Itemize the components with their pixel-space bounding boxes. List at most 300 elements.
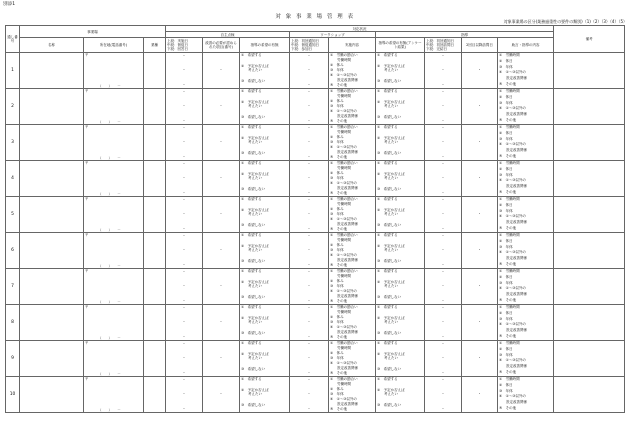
ws-date-cell[interactable] (290, 305, 329, 341)
shido-wish-cell[interactable] (376, 269, 425, 305)
jishu-option-item: ③ 希望しない (241, 223, 266, 227)
shido-option-item: ④ ①〜③以外の (499, 358, 526, 363)
ws-date-cell[interactable] (290, 53, 329, 89)
ws-option-item: ③ 年休 (330, 68, 344, 72)
jishu-guidance-cell[interactable] (240, 269, 290, 305)
ws-option-item: ② 休み (330, 135, 344, 139)
wish-option-item: ① 希望する (377, 341, 398, 345)
jishu-date-cell[interactable] (166, 269, 203, 305)
shido-option-item: ① 労働時間 (499, 377, 520, 381)
ws-date-cell[interactable] (290, 125, 329, 161)
shido-date-dot-bottom: ・ (441, 334, 445, 339)
shido-2nd-dot: ・ (477, 355, 482, 360)
jishu-need-cell[interactable] (203, 377, 240, 413)
ws-date-cell[interactable] (290, 89, 329, 125)
shido-wish-cell[interactable] (376, 377, 425, 413)
shido-date-cell[interactable] (425, 269, 462, 305)
shido-option-item: ① 労働時間 (499, 197, 520, 201)
industry-cell[interactable] (144, 233, 166, 269)
ws-date-cell[interactable] (290, 377, 329, 413)
wish-option-item: 考えたい (377, 284, 398, 288)
address-cell[interactable] (84, 377, 144, 413)
jishu-need-cell[interactable] (203, 161, 240, 197)
jishu-option-item: ② 予定か否えば (241, 100, 269, 104)
wish-option (376, 269, 424, 299)
tel-placeholder: （ ） － (98, 228, 121, 232)
shido-2nd-cell[interactable] (462, 233, 498, 269)
industry-cell[interactable] (144, 161, 166, 197)
jishu-need-cell[interactable] (203, 53, 240, 89)
ws-date-dot-mid: ・ (307, 211, 311, 216)
industry-cell[interactable] (144, 269, 166, 305)
ws-option-item: 労働時間 (330, 346, 351, 350)
jishu-date-cell[interactable] (166, 161, 203, 197)
row-number: 10 (6, 377, 20, 413)
ws-option-item: ① 労働の節合い (330, 269, 358, 273)
wish-option-item: 考えたい (377, 212, 398, 216)
jishu-need-cell[interactable] (203, 341, 240, 377)
jishu-option (240, 305, 289, 335)
ws-option-item: 労働時間 (330, 310, 351, 314)
shido-2nd-dot: ・ (477, 67, 482, 72)
ws-content-cell[interactable] (329, 89, 376, 125)
jishu-date-dot-mid: ・ (182, 247, 186, 252)
shido-option-item: 設定改善関係 (499, 292, 527, 297)
ws-content-cell[interactable] (329, 233, 376, 269)
ws-date-dot-top: ・ (307, 377, 311, 382)
jishu-date-cell[interactable] (166, 377, 203, 413)
jishu-date-dot-top: ・ (182, 233, 186, 238)
shido-option (498, 269, 553, 304)
remarks-cell[interactable] (554, 377, 625, 413)
shido-wish-cell[interactable] (376, 305, 425, 341)
ws-option-item: 労働時間 (330, 130, 351, 134)
ws-option-item: ③ 年休 (330, 284, 344, 288)
ws-option (329, 377, 375, 412)
shido-option-item: ⑤ その他 (499, 225, 517, 230)
ws-option (329, 89, 375, 124)
ws-date-dot-bottom: ・ (307, 406, 311, 411)
shido-option-item: ② 休日 (499, 166, 513, 171)
name-cell[interactable] (20, 125, 84, 161)
address-cell[interactable] (84, 341, 144, 377)
ws-content-cell[interactable] (329, 341, 376, 377)
shido-option-item: ① 労働時間 (499, 269, 520, 273)
shido-wish-cell[interactable] (376, 53, 425, 89)
ws-option-item: ③ 年休 (330, 248, 344, 252)
jishu-date-cell[interactable] (166, 305, 203, 341)
jishu-date-dot-mid: ・ (182, 283, 186, 288)
jishu-guidance-cell[interactable] (240, 89, 290, 125)
jishu-option-item: ② 予定か否えば (241, 172, 269, 176)
ws-option-item: ② 休み (330, 279, 344, 283)
jishu-date-cell[interactable] (166, 197, 203, 233)
shido-2nd-cell[interactable] (462, 269, 498, 305)
jishu-date-cell[interactable] (166, 89, 203, 125)
jishu-date-dot-top: ・ (182, 269, 186, 274)
header-jishu: 自主点検 (166, 32, 290, 38)
jishu-option (240, 53, 289, 83)
shido-option-item: ③ 年休 (499, 172, 513, 177)
shido-content-cell[interactable] (498, 197, 554, 233)
industry-cell[interactable] (144, 125, 166, 161)
jishu-option-item: ② 予定か否えば (241, 208, 269, 212)
remarks-cell[interactable] (554, 197, 625, 233)
jishu-date-dot-bottom: ・ (182, 370, 186, 375)
jishu-date-dot-mid: ・ (182, 319, 186, 324)
address-cell[interactable] (84, 305, 144, 341)
shido-option (498, 89, 553, 124)
jishu-option-item: ① 希望する (241, 269, 262, 273)
ws-option-item: ④ ①〜③以外の (330, 181, 357, 185)
shido-2nd-dot: ・ (477, 391, 482, 396)
jishu-date-cell[interactable] (166, 233, 203, 269)
shido-option-item: ③ 年休 (499, 208, 513, 213)
remarks-cell[interactable] (554, 89, 625, 125)
wish-option-item: ① 希望する (377, 377, 398, 381)
wish-option-item: ② 予定か否えば (377, 388, 405, 392)
shido-wish-cell[interactable] (376, 341, 425, 377)
shido-option-item: ④ ①〜③以外の (499, 250, 526, 255)
address-cell[interactable] (84, 161, 144, 197)
address-cell[interactable] (84, 233, 144, 269)
ws-date-cell[interactable] (290, 233, 329, 269)
shido-2nd-cell[interactable] (462, 341, 498, 377)
address-cell[interactable] (84, 125, 144, 161)
table-row (6, 125, 625, 161)
shido-option-item: ⑤ その他 (499, 153, 517, 158)
ws-date-dot-bottom: ・ (307, 154, 311, 159)
ws-option-item: ⑤ その他 (330, 155, 348, 159)
ws-option-item: 設定改善関係 (330, 402, 358, 406)
shido-date-dot-top: ・ (441, 305, 445, 310)
ws-option-item: ④ ①〜③以外の (330, 109, 357, 113)
shido-content-cell[interactable] (498, 125, 554, 161)
jishu-option-item: ① 希望する (241, 161, 262, 165)
shido-date-cell[interactable] (425, 89, 462, 125)
shido-option-item: ④ ①〜③以外の (499, 142, 526, 147)
jishu-option-item: ② 予定か否えば (241, 388, 269, 392)
jishu-guidance-cell[interactable] (240, 197, 290, 233)
wish-option-item: ③ 希望しない (377, 295, 402, 299)
ws-date-dot-bottom: ・ (307, 262, 311, 267)
tel-placeholder: （ ） － (98, 192, 121, 196)
shido-date-cell[interactable] (425, 377, 462, 413)
ws-option-item: 労働時間 (330, 166, 351, 170)
jishu-need-cell[interactable] (203, 233, 240, 269)
jishu-option-item: ① 希望する (241, 89, 262, 93)
remarks-cell[interactable] (554, 233, 625, 269)
wish-option (376, 341, 424, 371)
shido-option-item: ④ ①〜③以外の (499, 322, 526, 327)
wish-option-item: ③ 希望しない (377, 187, 402, 191)
shido-date-cell[interactable] (425, 341, 462, 377)
ws-content-cell[interactable] (329, 305, 376, 341)
shido-content-cell[interactable] (498, 341, 554, 377)
shido-wish-cell[interactable] (376, 233, 425, 269)
shido-option-item: 設定改善関係 (499, 256, 527, 261)
ws-option-item: ④ ①〜③以外の (330, 397, 357, 401)
ws-option-item: ④ ①〜③以外の (330, 73, 357, 77)
shido-date-cell[interactable] (425, 197, 462, 233)
shido-date-dot-mid: ・ (441, 67, 445, 72)
ws-date-cell[interactable] (290, 161, 329, 197)
row-number: 1 (6, 53, 20, 89)
jishu-option-item: 考えたい (241, 392, 262, 396)
ws-option (329, 233, 375, 268)
shido-date-cell[interactable] (425, 53, 462, 89)
wish-option (376, 53, 424, 83)
ws-option-item: ③ 年休 (330, 356, 344, 360)
jishu-need-cell[interactable] (203, 197, 240, 233)
jishu-guidance-cell[interactable] (240, 125, 290, 161)
jishu-need-cell[interactable] (203, 89, 240, 125)
shido-option-item: 設定改善関係 (499, 184, 527, 189)
jishu-option-item: ③ 希望しない (241, 151, 266, 155)
ws-date-cell[interactable] (290, 197, 329, 233)
shido-option-item: ⑤ その他 (499, 297, 517, 302)
jishu-need-cell[interactable] (203, 269, 240, 305)
jishu-option-item: ③ 希望しない (241, 259, 266, 263)
jishu-date-dot-bottom: ・ (182, 154, 186, 159)
address-cell[interactable] (84, 269, 144, 305)
jishu-need-dot: ・ (219, 67, 223, 72)
shido-content-cell[interactable] (498, 161, 554, 197)
ws-content-cell[interactable] (329, 197, 376, 233)
jishu-guidance-cell[interactable] (240, 53, 290, 89)
table-row (6, 161, 625, 197)
jishu-date-cell[interactable] (166, 53, 203, 89)
ws-content-cell[interactable] (329, 53, 376, 89)
ws-option (329, 341, 375, 376)
shido-2nd-cell[interactable] (462, 305, 498, 341)
industry-cell[interactable] (144, 89, 166, 125)
remarks-cell[interactable] (554, 125, 625, 161)
industry-cell[interactable] (144, 341, 166, 377)
address-cell[interactable] (84, 53, 144, 89)
industry-cell[interactable] (144, 377, 166, 413)
name-cell[interactable] (20, 305, 84, 341)
wish-option-item: 考えたい (377, 68, 398, 72)
shido-date-dot-top: ・ (441, 233, 445, 238)
shido-2nd-cell[interactable] (462, 53, 498, 89)
shido-date-dot-top: ・ (441, 377, 445, 382)
jishu-date-cell[interactable] (166, 125, 203, 161)
jishu-date-dot-bottom: ・ (182, 118, 186, 123)
jishu-guidance-cell[interactable] (240, 161, 290, 197)
shido-option-item: ① 労働時間 (499, 161, 520, 165)
postal-mark: 〒 (85, 89, 89, 93)
header-jishu-guidance: 指導の希望の有無 (240, 38, 290, 53)
jishu-date-dot-mid: ・ (182, 67, 186, 72)
jishu-guidance-cell[interactable] (240, 305, 290, 341)
shido-option-item: 設定改善関係 (499, 76, 527, 81)
ws-date-cell[interactable] (290, 341, 329, 377)
ws-date-dot-mid: ・ (307, 355, 311, 360)
ws-option (329, 197, 375, 232)
shido-date-cell[interactable] (425, 125, 462, 161)
jishu-date-dot-top: ・ (182, 197, 186, 202)
shido-option-item: ③ 年休 (499, 388, 513, 393)
shido-2nd-cell[interactable] (462, 377, 498, 413)
wish-option (376, 305, 424, 335)
name-cell[interactable] (20, 377, 84, 413)
shido-wish-cell[interactable] (376, 125, 425, 161)
jishu-option (240, 341, 289, 371)
jishu-option-item: ① 希望する (241, 341, 262, 345)
ws-option-item: ② 休み (330, 171, 344, 175)
name-cell[interactable] (20, 233, 84, 269)
jishu-option-item: ① 希望する (241, 305, 262, 309)
postal-mark: 〒 (85, 377, 89, 381)
shido-option-item: ⑤ その他 (499, 405, 517, 410)
shido-option-item: ② 休日 (499, 58, 513, 63)
name-cell[interactable] (20, 89, 84, 125)
name-cell[interactable] (20, 197, 84, 233)
remarks-cell[interactable] (554, 341, 625, 377)
ws-date-cell[interactable] (290, 269, 329, 305)
shido-option-item: ⑤ その他 (499, 117, 517, 122)
jishu-option-item: 考えたい (241, 320, 262, 324)
shido-content-cell[interactable] (498, 233, 554, 269)
table-row (6, 269, 625, 305)
shido-wish-cell[interactable] (376, 197, 425, 233)
shido-2nd-cell[interactable] (462, 89, 498, 125)
ws-content-cell[interactable] (329, 269, 376, 305)
header-shido-wish: 指導の希望の有無(アンケート結果) (376, 38, 425, 53)
shido-date-dot-mid: ・ (441, 247, 445, 252)
ws-option-item: 設定改善関係 (330, 330, 358, 334)
shido-content-cell[interactable] (498, 53, 554, 89)
shido-date-dot-mid: ・ (441, 103, 445, 108)
ws-option-item: ① 労働の節合い (330, 125, 358, 129)
row-number: 4 (6, 161, 20, 197)
shido-option-item: ④ ①〜③以外の (499, 106, 526, 111)
shido-content-cell[interactable] (498, 269, 554, 305)
postal-mark: 〒 (85, 233, 89, 237)
jishu-need-cell[interactable] (203, 305, 240, 341)
jishu-guidance-cell[interactable] (240, 341, 290, 377)
shido-option (498, 305, 553, 340)
wish-option-item: ② 予定か否えば (377, 316, 405, 320)
shido-option (498, 161, 553, 196)
jishu-date-cell[interactable] (166, 341, 203, 377)
address-cell[interactable] (84, 197, 144, 233)
ws-option-item: ④ ①〜③以外の (330, 217, 357, 221)
shido-2nd-cell[interactable] (462, 197, 498, 233)
remarks-cell[interactable] (554, 269, 625, 305)
postal-mark: 〒 (85, 197, 89, 201)
shido-date-cell[interactable] (425, 305, 462, 341)
ws-date-dot-bottom: ・ (307, 298, 311, 303)
ws-date-dot-bottom: ・ (307, 118, 311, 123)
jishu-need-dot: ・ (219, 355, 223, 360)
ws-content-cell[interactable] (329, 161, 376, 197)
ws-option-item: 設定改善関係 (330, 258, 358, 262)
jishu-option-item: ③ 希望しない (241, 295, 266, 299)
jishu-option-item: ① 希望する (241, 125, 262, 129)
ws-option-item: ⑤ その他 (330, 371, 348, 375)
name-cell[interactable] (20, 161, 84, 197)
shido-2nd-cell[interactable] (462, 161, 498, 197)
jishu-need-dot: ・ (219, 139, 223, 144)
jishu-option-item: ② 予定か否えば (241, 64, 269, 68)
jishu-need-cell[interactable] (203, 125, 240, 161)
table-row (6, 377, 625, 413)
address-cell[interactable] (84, 89, 144, 125)
name-cell[interactable] (20, 53, 84, 89)
ws-date-dot-mid: ・ (307, 391, 311, 396)
shido-date-dot-mid: ・ (441, 175, 445, 180)
shido-date-dot-mid: ・ (441, 391, 445, 396)
name-cell[interactable] (20, 269, 84, 305)
industry-cell[interactable] (144, 53, 166, 89)
ws-option-item: ① 労働の節合い (330, 197, 358, 201)
shido-wish-cell[interactable] (376, 161, 425, 197)
shido-date-cell[interactable] (425, 161, 462, 197)
remarks-cell[interactable] (554, 53, 625, 89)
shido-date-dot-top: ・ (441, 161, 445, 166)
ws-option-item: ① 労働の節合い (330, 377, 358, 381)
ws-date-dot-top: ・ (307, 53, 311, 58)
industry-cell[interactable] (144, 197, 166, 233)
shido-content-cell[interactable] (498, 377, 554, 413)
ws-option-item: ③ 年休 (330, 176, 344, 180)
wish-option-item: ② 予定か否えば (377, 208, 405, 212)
table-row (6, 197, 625, 233)
ws-option-item: 設定改善関係 (330, 294, 358, 298)
ws-date-dot-mid: ・ (307, 175, 311, 180)
shido-wish-cell[interactable] (376, 89, 425, 125)
ws-content-cell[interactable] (329, 125, 376, 161)
jishu-option-item: ③ 希望しない (241, 331, 266, 335)
shido-date-dot-mid: ・ (441, 211, 445, 216)
wish-option-item: 考えたい (377, 392, 398, 396)
jishu-guidance-cell[interactable] (240, 377, 290, 413)
ws-option-item: 労働時間 (330, 274, 351, 278)
industry-cell[interactable] (144, 305, 166, 341)
jishu-option (240, 89, 289, 119)
management-table (5, 25, 625, 413)
shido-date-dot-mid: ・ (441, 319, 445, 324)
shido-date-cell[interactable] (425, 233, 462, 269)
shido-option-item: ② 休日 (499, 274, 513, 279)
header-jigyojo: 事業場 (20, 26, 166, 38)
jishu-need-dot: ・ (219, 103, 223, 108)
name-cell[interactable] (20, 341, 84, 377)
jishu-date-dot-mid: ・ (182, 211, 186, 216)
shido-option-item: 設定改善関係 (499, 220, 527, 225)
shido-option (498, 53, 553, 88)
tel-placeholder: （ ） － (98, 408, 121, 412)
wish-option-item: ② 予定か否えば (377, 244, 405, 248)
shido-content-cell[interactable] (498, 89, 554, 125)
wish-option-item: ③ 希望しない (377, 403, 402, 407)
shido-date-dot-bottom: ・ (441, 370, 445, 375)
ws-option-item: 設定改善関係 (330, 366, 358, 370)
shido-content-cell[interactable] (498, 305, 554, 341)
ws-content-cell[interactable] (329, 377, 376, 413)
shido-option-item: ② 休日 (499, 202, 513, 207)
shido-option-item: ⑤ その他 (499, 333, 517, 338)
remarks-cell[interactable] (554, 161, 625, 197)
jishu-guidance-cell[interactable] (240, 233, 290, 269)
shido-2nd-cell[interactable] (462, 125, 498, 161)
ws-option-item: 労働時間 (330, 202, 351, 206)
remarks-cell[interactable] (554, 305, 625, 341)
header-shido-content: 助言・指導の内容 (498, 38, 554, 53)
jishu-option-item: 考えたい (241, 356, 262, 360)
